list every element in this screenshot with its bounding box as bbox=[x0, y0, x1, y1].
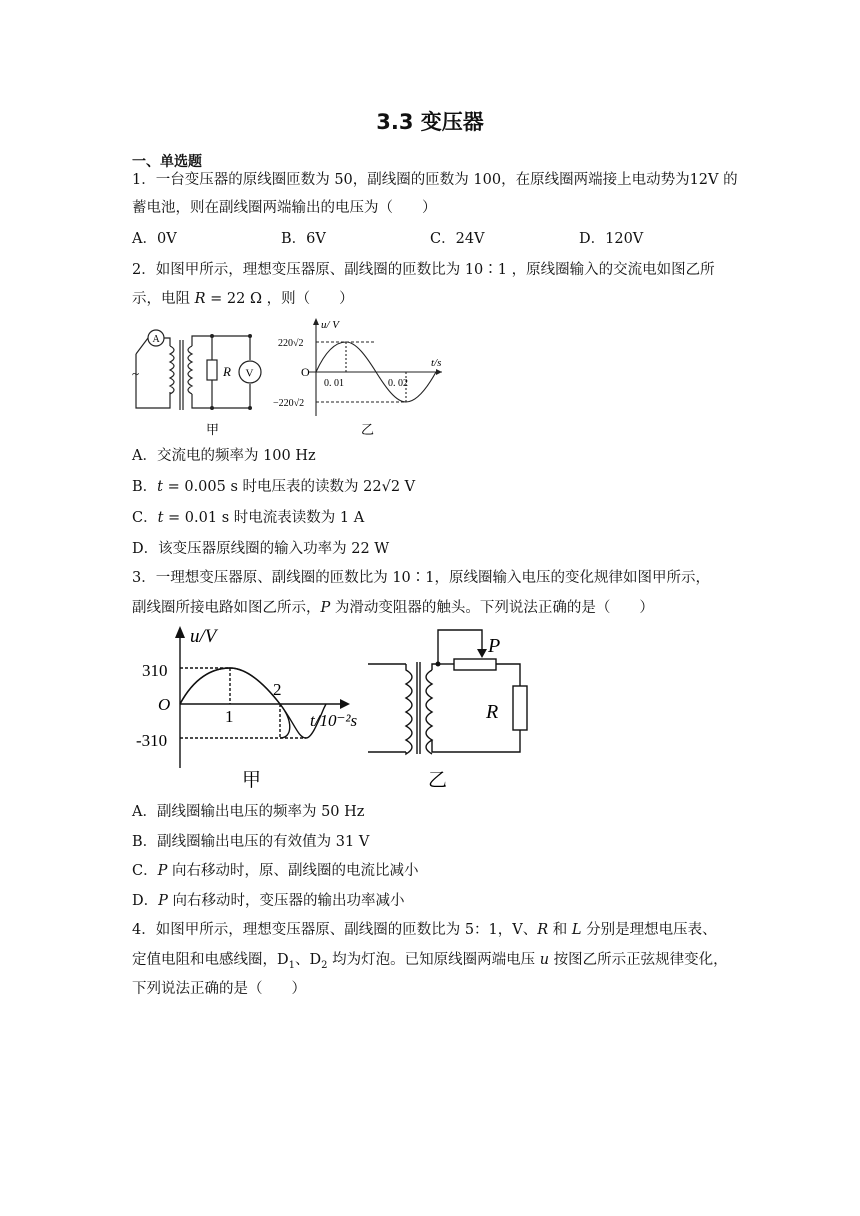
q2-option-d: D．该变压器原线圈的输入功率为 22 W bbox=[132, 541, 390, 557]
q3-x1: 1 bbox=[225, 707, 234, 726]
q4-line1: 4．如图甲所示，理想变压器原、副线圈的匝数比为 5：1，V、R 和 L 分别是理想电压表、 bbox=[132, 922, 717, 938]
q2-x2: 0. 02 bbox=[388, 378, 408, 389]
q1-option-c: C．24V bbox=[430, 231, 485, 247]
q3-yneg: -310 bbox=[136, 731, 168, 750]
q2-figure bbox=[128, 316, 458, 440]
q2-option-c: C．t = 0.01 s 时电流表读数为 1 A bbox=[132, 510, 365, 526]
ac-source-symbol: ~ bbox=[132, 366, 140, 381]
q3-figure bbox=[128, 622, 548, 794]
section-heading: 一、单选题 bbox=[132, 154, 202, 170]
q2-yneg: −220√2 bbox=[273, 398, 305, 409]
q2-ylabel: u/ V bbox=[321, 319, 340, 331]
q1-option-d: D．120V bbox=[579, 231, 644, 247]
voltmeter-symbol: V bbox=[245, 367, 254, 380]
q2-option-b: B．t = 0.005 s 时电压表的读数为 22√2 V bbox=[132, 479, 416, 495]
q4-line3: 下列说法正确的是（ ） bbox=[132, 981, 306, 997]
q3-option-a: A．副线圈输出电压的频率为 50 Hz bbox=[132, 804, 365, 820]
q2-x1: 0. 01 bbox=[324, 378, 344, 389]
q3-ylabel: u/V bbox=[190, 626, 217, 647]
q3-caption-yi: 乙 bbox=[428, 770, 448, 791]
q3-x2: 2 bbox=[273, 680, 282, 699]
q4-line2: 定值电阻和电感线圈，$D_1$、$D_2$ 均为灯泡。已知原线圈两端电压 u 按图乙所示正弦规律变化， bbox=[132, 952, 728, 971]
q3-origin: O bbox=[158, 695, 171, 714]
page-title: 3.3 变压器 bbox=[376, 110, 484, 134]
resistor-label: R bbox=[223, 364, 231, 379]
q2-line2: 示，电阻 R = 22 Ω ，则（ ） bbox=[132, 291, 354, 307]
q2-line1: 2．如图甲所示，理想变压器原、副线圈的匝数比为 10∶1 ，原线圈输入的交流电如图乙所 bbox=[132, 262, 715, 278]
q2-ypos: 220√2 bbox=[278, 338, 304, 349]
q3-option-b: B．副线圈输出电压的有效值为 31 V bbox=[132, 834, 370, 850]
q3-xlabel: t/10⁻²s bbox=[310, 711, 358, 730]
caption-jia: 甲 bbox=[206, 422, 220, 437]
q3-line2: 副线圈所接电路如图乙所示，P 为滑动变阻器的触头。下列说法正确的是（ ） bbox=[132, 600, 654, 616]
q1-option-b: B．6V bbox=[281, 231, 326, 247]
q2-xlabel: t/s bbox=[431, 357, 442, 369]
q1-option-a: A．0V bbox=[132, 231, 177, 247]
q3-option-c: C．P 向右移动时，原、副线圈的电流比减小 bbox=[132, 863, 419, 879]
q1-line2: 蓄电池，则在副线圈两端输出的电压为（ ） bbox=[132, 200, 437, 216]
q3-option-d: D．P 向右移动时，变压器的输出功率减小 bbox=[132, 893, 405, 909]
q3-line1: 3．一理想变压器原、副线圈的匝数比为 10∶1，原线圈输入电压的变化规律如图甲所示， bbox=[132, 570, 711, 586]
q2-origin: O bbox=[301, 365, 310, 379]
caption-yi: 乙 bbox=[361, 422, 375, 437]
q3-slider-label: P bbox=[488, 635, 501, 657]
q3-ypos: 310 bbox=[142, 661, 168, 680]
q3-caption-jia: 甲 bbox=[242, 770, 262, 791]
q1-line1: 1．一台变压器的原线圈匝数为 50，副线圈的匝数为 100，在原线圈两端接上电动势为12V 的 bbox=[132, 172, 738, 188]
ammeter-symbol: A bbox=[152, 334, 160, 345]
q2-option-a: A．交流电的频率为 100 Hz bbox=[132, 448, 316, 464]
q3-resistor-label: R bbox=[486, 701, 499, 723]
